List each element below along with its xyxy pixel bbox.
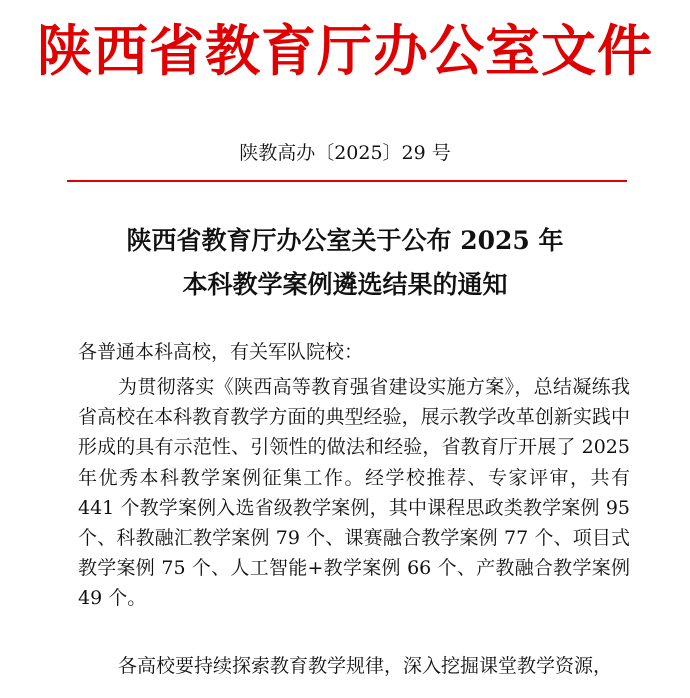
document-masthead: 陕西省教育厅办公室文件 [36,18,653,83]
body-paragraph-1: 为贯彻落实《陕西高等教育强省建设实施方案》，总结凝练我省高校在本科教育教学方面的典型经验，展示教学改革创新实践中形成的具有示范性、引领性的做法和经验，省教育厅开展了 2025 年优秀本科教学案例征集工作。经学校推荐、专家评审，共有 441 个教学案例入选省级教学案例，其中课程思政类教学案例 95 个、科教融汇教学案例 79 个、课赛融合教学案例 77 个、项目式教学案例 75 个、人工智能+教学案例 66 个、产教融合教学案例 49 个。 [78,376,630,610]
red-divider-line [67,180,627,182]
notice-title-line-1: 陕西省教育厅办公室关于公布 2025 年 [126,226,564,255]
salutation: 各普通本科高校，有关军队院校： [78,341,364,363]
document-number: 陕教高办〔2025〕29 号 [239,142,451,164]
body-paragraph-2: 各高校要持续探索教育教学规律，深入挖掘课堂教学资源， [118,655,613,677]
notice-title-line-2: 本科教学案例遴选结果的通知 [182,270,508,299]
